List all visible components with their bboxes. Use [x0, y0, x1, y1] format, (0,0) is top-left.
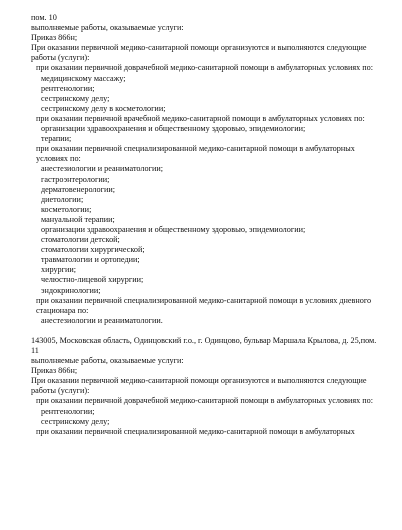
text-line: выполняемые работы, оказываемые услуги:	[31, 23, 184, 33]
text-line: При оказании первичной медико-санитарной помощи организуются и выполняются следующие работы (услуги):	[31, 43, 367, 63]
text-line: анестезиологии и реаниматологии.	[41, 315, 163, 325]
text-line: пом. 10	[31, 13, 57, 22]
text-line: медицинскому массажу;	[41, 73, 126, 83]
text-line: при оказании первичной специализированной медико-санитарной помощи в амбулаторных условиях по:	[36, 144, 355, 164]
address-block	[31, 336, 380, 437]
text-line: сестринскому делу в косметологии;	[41, 103, 166, 113]
text-line: сестринскому делу;	[41, 416, 110, 426]
text-line: Приказ 866н;	[31, 366, 78, 376]
text-line: мануальной терапии;	[41, 214, 115, 224]
text-line: при оказании первичной доврачебной медико-санитарной помощи в амбулаторных условиях по:	[36, 396, 373, 406]
text-line: анестезиологии и реаниматологии;	[41, 164, 163, 174]
text-line: при оказании первичной врачебной медико-санитарной помощи в амбулаторных условиях по:	[36, 113, 365, 123]
text-line: гастроэнтерологии;	[41, 174, 110, 184]
text-line: стоматологии детской;	[41, 235, 120, 245]
text-line: Приказ 866н;	[31, 33, 78, 43]
text-line: При оказании первичной медико-санитарной помощи организуются и выполняются следующие работы (услуги):	[31, 376, 367, 396]
block-gap	[31, 326, 380, 336]
text-line: организации здравоохранения и общественному здоровью, эпидемиологии;	[41, 224, 306, 234]
text-line: при оказании первичной специализированной медико-санитарной помощи в условиях дневного стационара по:	[36, 295, 372, 315]
text-line: сестринскому делу;	[41, 93, 110, 103]
address-block	[31, 13, 380, 326]
text-line: эндокринологии;	[41, 285, 101, 295]
text-line: диетологии;	[41, 194, 84, 204]
text-line: терапии;	[41, 134, 72, 144]
text-line: рентгенологии;	[41, 406, 95, 416]
text-line: хирургии;	[41, 265, 77, 275]
text-line: 143005, Московская область, Одинцовский г.о., г. Одинцово, бульвар Маршала Крылова, д. 25,пом. 11	[31, 335, 377, 355]
text-line: организации здравоохранения и общественному здоровью, эпидемиологии;	[41, 124, 306, 134]
text-line: рентгенологии;	[41, 83, 95, 93]
text-line: стоматологии хирургической;	[41, 245, 145, 255]
text-line: при оказании первичной специализированной медико-санитарной помощи в амбулаторных	[36, 426, 355, 436]
text-line: выполняемые работы, оказываемые услуги:	[31, 356, 184, 366]
text-line: травматологии и ортопедии;	[41, 255, 140, 265]
text-line: при оказании первичной доврачебной медико-санитарной помощи в амбулаторных условиях по:	[36, 63, 373, 73]
text-line: косметологии;	[41, 204, 92, 214]
text-line: дерматовенерологии;	[41, 184, 116, 194]
text-line: челюстно-лицевой хирургии;	[41, 275, 144, 285]
